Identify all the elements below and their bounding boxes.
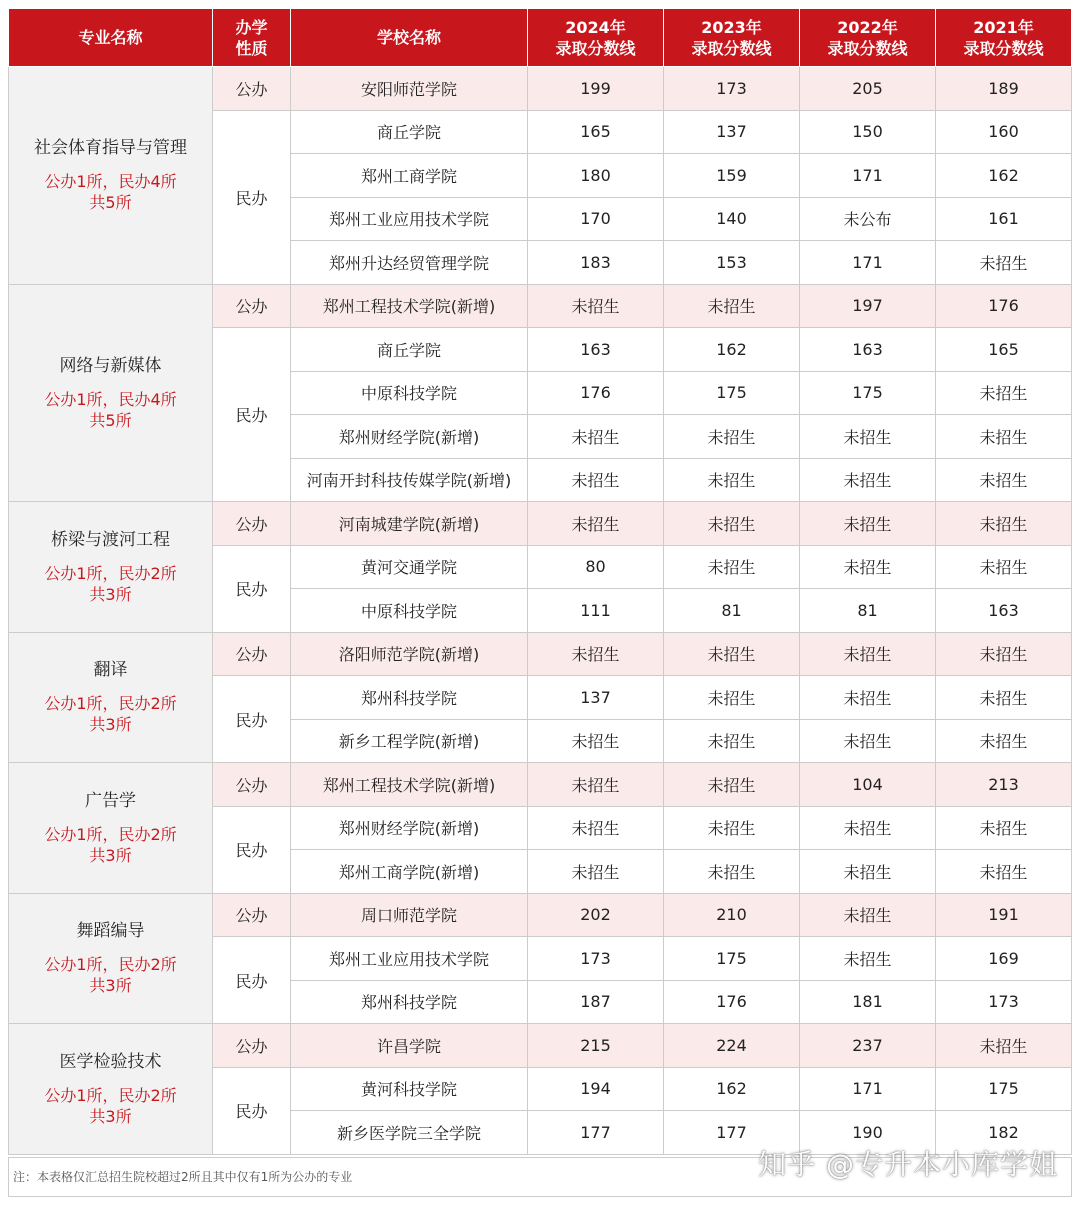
score-cell-2022: 未招生 bbox=[800, 415, 936, 459]
score-cell-2022: 163 bbox=[800, 328, 936, 372]
score-table bbox=[8, 8, 1072, 1155]
score-cell-2024: 170 bbox=[528, 197, 664, 241]
type-cell-private: 民办 bbox=[213, 110, 291, 284]
school-cell: 郑州财经学院(新增) bbox=[291, 415, 528, 459]
score-cell-2021: 未招生 bbox=[936, 850, 1072, 894]
score-cell-2023: 176 bbox=[664, 980, 800, 1024]
score-table-container bbox=[8, 8, 1072, 1155]
header-2024-label: 录取分数线 bbox=[555, 38, 636, 58]
school-cell: 许昌学院 bbox=[291, 1024, 528, 1068]
school-cell: 郑州科技学院 bbox=[291, 676, 528, 720]
score-cell-2021: 169 bbox=[936, 937, 1072, 981]
score-cell-2023: 未招生 bbox=[664, 719, 800, 763]
score-cell-2021: 未招生 bbox=[936, 371, 1072, 415]
score-cell-2021: 176 bbox=[936, 284, 1072, 328]
score-cell-2022: 未招生 bbox=[800, 806, 936, 850]
score-cell-2023: 153 bbox=[664, 241, 800, 285]
header-2022-year: 2022年 bbox=[837, 17, 898, 37]
score-cell-2022: 未招生 bbox=[800, 850, 936, 894]
type-cell-private: 民办 bbox=[213, 806, 291, 893]
score-cell-2021: 175 bbox=[936, 1067, 1072, 1111]
score-cell-2021: 163 bbox=[936, 589, 1072, 633]
school-cell: 洛阳师范学院(新增) bbox=[291, 632, 528, 676]
score-cell-2021: 未招生 bbox=[936, 502, 1072, 546]
major-name: 网络与新媒体 bbox=[59, 355, 162, 376]
school-cell: 河南城建学院(新增) bbox=[291, 502, 528, 546]
major-name: 广告学 bbox=[85, 790, 136, 811]
header-type-line2: 性质 bbox=[235, 38, 268, 58]
type-cell-private: 民办 bbox=[213, 937, 291, 1024]
type-cell-public: 公办 bbox=[213, 632, 291, 676]
score-cell-2022: 未招生 bbox=[800, 632, 936, 676]
score-cell-2021: 213 bbox=[936, 763, 1072, 807]
score-cell-2024: 163 bbox=[528, 328, 664, 372]
school-cell: 中原科技学院 bbox=[291, 589, 528, 633]
score-cell-2021: 未招生 bbox=[936, 458, 1072, 502]
score-cell-2023: 未招生 bbox=[664, 545, 800, 589]
score-cell-2024: 未招生 bbox=[528, 502, 664, 546]
score-cell-2021: 未招生 bbox=[936, 676, 1072, 720]
school-cell: 中原科技学院 bbox=[291, 371, 528, 415]
header-2023 bbox=[664, 9, 800, 67]
score-cell-2024: 176 bbox=[528, 371, 664, 415]
major-cell bbox=[9, 284, 213, 502]
score-cell-2023: 159 bbox=[664, 154, 800, 198]
score-cell-2021: 未招生 bbox=[936, 545, 1072, 589]
score-cell-2024: 137 bbox=[528, 676, 664, 720]
score-cell-2024: 未招生 bbox=[528, 284, 664, 328]
header-major: 专业名称 bbox=[9, 9, 213, 67]
table-row bbox=[9, 1024, 1072, 1068]
score-cell-2024: 173 bbox=[528, 937, 664, 981]
school-cell: 河南开封科技传媒学院(新增) bbox=[291, 458, 528, 502]
score-cell-2021: 未招生 bbox=[936, 719, 1072, 763]
major-summary: 共5所 bbox=[89, 410, 132, 430]
score-cell-2023: 173 bbox=[664, 67, 800, 111]
table-row bbox=[9, 502, 1072, 546]
major-summary: 公办1所，民办2所 bbox=[44, 824, 177, 844]
major-name: 舞蹈编导 bbox=[76, 921, 145, 942]
score-cell-2022: 104 bbox=[800, 763, 936, 807]
table-row bbox=[9, 893, 1072, 937]
table-row bbox=[9, 632, 1072, 676]
score-cell-2024: 未招生 bbox=[528, 719, 664, 763]
school-cell: 新乡医学院三全学院 bbox=[291, 1111, 528, 1155]
type-cell-private: 民办 bbox=[213, 1067, 291, 1154]
score-cell-2022: 150 bbox=[800, 110, 936, 154]
major-name: 翻译 bbox=[93, 660, 128, 681]
score-cell-2021: 189 bbox=[936, 67, 1072, 111]
header-2024-year: 2024年 bbox=[565, 17, 626, 37]
footer-note: 注：本表格仅汇总招生院校超过2所且其中仅有1所为公办的专业 bbox=[13, 1170, 353, 1184]
score-cell-2023: 未招生 bbox=[664, 415, 800, 459]
major-summary: 共3所 bbox=[89, 584, 132, 604]
table-row bbox=[9, 284, 1072, 328]
school-cell: 黄河交通学院 bbox=[291, 545, 528, 589]
score-cell-2022: 未招生 bbox=[800, 937, 936, 981]
score-cell-2021: 182 bbox=[936, 1111, 1072, 1155]
score-cell-2022: 237 bbox=[800, 1024, 936, 1068]
school-cell: 安阳师范学院 bbox=[291, 67, 528, 111]
score-cell-2023: 未招生 bbox=[664, 850, 800, 894]
score-cell-2021: 未招生 bbox=[936, 632, 1072, 676]
score-cell-2022: 171 bbox=[800, 154, 936, 198]
major-name: 医学检验技术 bbox=[59, 1051, 162, 1072]
major-cell bbox=[9, 632, 213, 763]
score-cell-2021: 173 bbox=[936, 980, 1072, 1024]
school-cell: 郑州工程技术学院(新增) bbox=[291, 763, 528, 807]
score-cell-2023: 未招生 bbox=[664, 458, 800, 502]
score-cell-2023: 140 bbox=[664, 197, 800, 241]
score-cell-2023: 175 bbox=[664, 371, 800, 415]
major-cell bbox=[9, 1024, 213, 1155]
score-cell-2024: 165 bbox=[528, 110, 664, 154]
score-cell-2022: 81 bbox=[800, 589, 936, 633]
major-summary: 公办1所，民办2所 bbox=[44, 955, 177, 975]
header-2021-label: 录取分数线 bbox=[963, 38, 1044, 58]
score-cell-2024: 未招生 bbox=[528, 806, 664, 850]
major-summary: 共5所 bbox=[89, 193, 132, 213]
header-type bbox=[213, 9, 291, 67]
score-cell-2023: 未招生 bbox=[664, 502, 800, 546]
major-summary: 公办1所，民办2所 bbox=[44, 1085, 177, 1105]
score-cell-2022: 190 bbox=[800, 1111, 936, 1155]
score-cell-2023: 未招生 bbox=[664, 676, 800, 720]
major-name: 社会体育指导与管理 bbox=[34, 138, 187, 159]
header-2021 bbox=[936, 9, 1072, 67]
type-cell-public: 公办 bbox=[213, 1024, 291, 1068]
score-cell-2022: 175 bbox=[800, 371, 936, 415]
major-summary: 公办1所，民办4所 bbox=[44, 172, 177, 192]
score-cell-2024: 177 bbox=[528, 1111, 664, 1155]
score-cell-2022: 171 bbox=[800, 241, 936, 285]
type-cell-public: 公办 bbox=[213, 502, 291, 546]
score-cell-2023: 未招生 bbox=[664, 763, 800, 807]
school-cell: 郑州工业应用技术学院 bbox=[291, 937, 528, 981]
major-summary: 共3所 bbox=[89, 1106, 132, 1126]
major-summary: 共3所 bbox=[89, 845, 132, 865]
major-summary: 公办1所，民办2所 bbox=[44, 694, 177, 714]
score-cell-2023: 177 bbox=[664, 1111, 800, 1155]
score-cell-2024: 未招生 bbox=[528, 415, 664, 459]
score-cell-2022: 197 bbox=[800, 284, 936, 328]
major-summary: 共3所 bbox=[89, 976, 132, 996]
type-cell-public: 公办 bbox=[213, 284, 291, 328]
score-cell-2024: 183 bbox=[528, 241, 664, 285]
header-2022 bbox=[800, 9, 936, 67]
score-cell-2024: 80 bbox=[528, 545, 664, 589]
header-2021-year: 2021年 bbox=[973, 17, 1034, 37]
type-cell-public: 公办 bbox=[213, 893, 291, 937]
school-cell: 郑州科技学院 bbox=[291, 980, 528, 1024]
score-cell-2022: 未招生 bbox=[800, 502, 936, 546]
major-name: 桥梁与渡河工程 bbox=[51, 529, 170, 550]
score-cell-2023: 未招生 bbox=[664, 284, 800, 328]
header-2023-year: 2023年 bbox=[701, 17, 762, 37]
school-cell: 郑州工业应用技术学院 bbox=[291, 197, 528, 241]
type-cell-public: 公办 bbox=[213, 67, 291, 111]
score-cell-2024: 111 bbox=[528, 589, 664, 633]
table-header bbox=[9, 9, 1072, 67]
table-row bbox=[9, 763, 1072, 807]
score-cell-2022: 171 bbox=[800, 1067, 936, 1111]
school-cell: 郑州工商学院(新增) bbox=[291, 850, 528, 894]
score-cell-2021: 165 bbox=[936, 328, 1072, 372]
score-cell-2022: 未招生 bbox=[800, 893, 936, 937]
score-cell-2022: 未招生 bbox=[800, 719, 936, 763]
header-row bbox=[9, 9, 1072, 67]
major-cell bbox=[9, 893, 213, 1024]
major-cell bbox=[9, 763, 213, 894]
major-cell bbox=[9, 502, 213, 633]
score-cell-2024: 215 bbox=[528, 1024, 664, 1068]
score-cell-2022: 未招生 bbox=[800, 458, 936, 502]
score-cell-2023: 81 bbox=[664, 589, 800, 633]
score-cell-2024: 未招生 bbox=[528, 763, 664, 807]
school-cell: 郑州工商学院 bbox=[291, 154, 528, 198]
school-cell: 黄河科技学院 bbox=[291, 1067, 528, 1111]
score-cell-2023: 175 bbox=[664, 937, 800, 981]
score-cell-2024: 202 bbox=[528, 893, 664, 937]
score-cell-2023: 未招生 bbox=[664, 632, 800, 676]
score-cell-2023: 137 bbox=[664, 110, 800, 154]
school-cell: 周口师范学院 bbox=[291, 893, 528, 937]
school-cell: 新乡工程学院(新增) bbox=[291, 719, 528, 763]
score-cell-2022: 未公布 bbox=[800, 197, 936, 241]
score-cell-2024: 未招生 bbox=[528, 632, 664, 676]
header-2022-label: 录取分数线 bbox=[827, 38, 908, 58]
score-cell-2024: 199 bbox=[528, 67, 664, 111]
type-cell-private: 民办 bbox=[213, 545, 291, 632]
score-cell-2021: 160 bbox=[936, 110, 1072, 154]
score-cell-2023: 未招生 bbox=[664, 806, 800, 850]
watermark: 知乎 @专升本小库学姐 bbox=[758, 1148, 1058, 1181]
major-summary: 公办1所，民办2所 bbox=[44, 563, 177, 583]
header-2024 bbox=[528, 9, 664, 67]
score-cell-2024: 未招生 bbox=[528, 850, 664, 894]
header-2023-label: 录取分数线 bbox=[691, 38, 772, 58]
score-cell-2024: 180 bbox=[528, 154, 664, 198]
score-cell-2021: 162 bbox=[936, 154, 1072, 198]
score-cell-2021: 未招生 bbox=[936, 1024, 1072, 1068]
score-cell-2022: 未招生 bbox=[800, 545, 936, 589]
score-cell-2023: 162 bbox=[664, 1067, 800, 1111]
score-cell-2021: 161 bbox=[936, 197, 1072, 241]
table-row bbox=[9, 67, 1072, 111]
score-cell-2024: 194 bbox=[528, 1067, 664, 1111]
major-summary: 共3所 bbox=[89, 715, 132, 735]
type-cell-public: 公办 bbox=[213, 763, 291, 807]
major-cell bbox=[9, 67, 213, 285]
score-cell-2024: 未招生 bbox=[528, 458, 664, 502]
school-cell: 商丘学院 bbox=[291, 110, 528, 154]
major-summary: 公办1所，民办4所 bbox=[44, 389, 177, 409]
score-cell-2024: 187 bbox=[528, 980, 664, 1024]
table-body bbox=[9, 67, 1072, 1155]
score-cell-2022: 181 bbox=[800, 980, 936, 1024]
score-cell-2022: 未招生 bbox=[800, 676, 936, 720]
school-cell: 郑州工程技术学院(新增) bbox=[291, 284, 528, 328]
type-cell-private: 民办 bbox=[213, 676, 291, 763]
school-cell: 郑州财经学院(新增) bbox=[291, 806, 528, 850]
score-cell-2023: 210 bbox=[664, 893, 800, 937]
score-cell-2021: 未招生 bbox=[936, 241, 1072, 285]
school-cell: 郑州升达经贸管理学院 bbox=[291, 241, 528, 285]
header-school: 学校名称 bbox=[291, 9, 528, 67]
score-cell-2021: 191 bbox=[936, 893, 1072, 937]
score-cell-2021: 未招生 bbox=[936, 806, 1072, 850]
score-cell-2022: 205 bbox=[800, 67, 936, 111]
type-cell-private: 民办 bbox=[213, 328, 291, 502]
header-type-line1: 办学 bbox=[235, 17, 268, 37]
school-cell: 商丘学院 bbox=[291, 328, 528, 372]
score-cell-2023: 224 bbox=[664, 1024, 800, 1068]
score-cell-2021: 未招生 bbox=[936, 415, 1072, 459]
score-cell-2023: 162 bbox=[664, 328, 800, 372]
